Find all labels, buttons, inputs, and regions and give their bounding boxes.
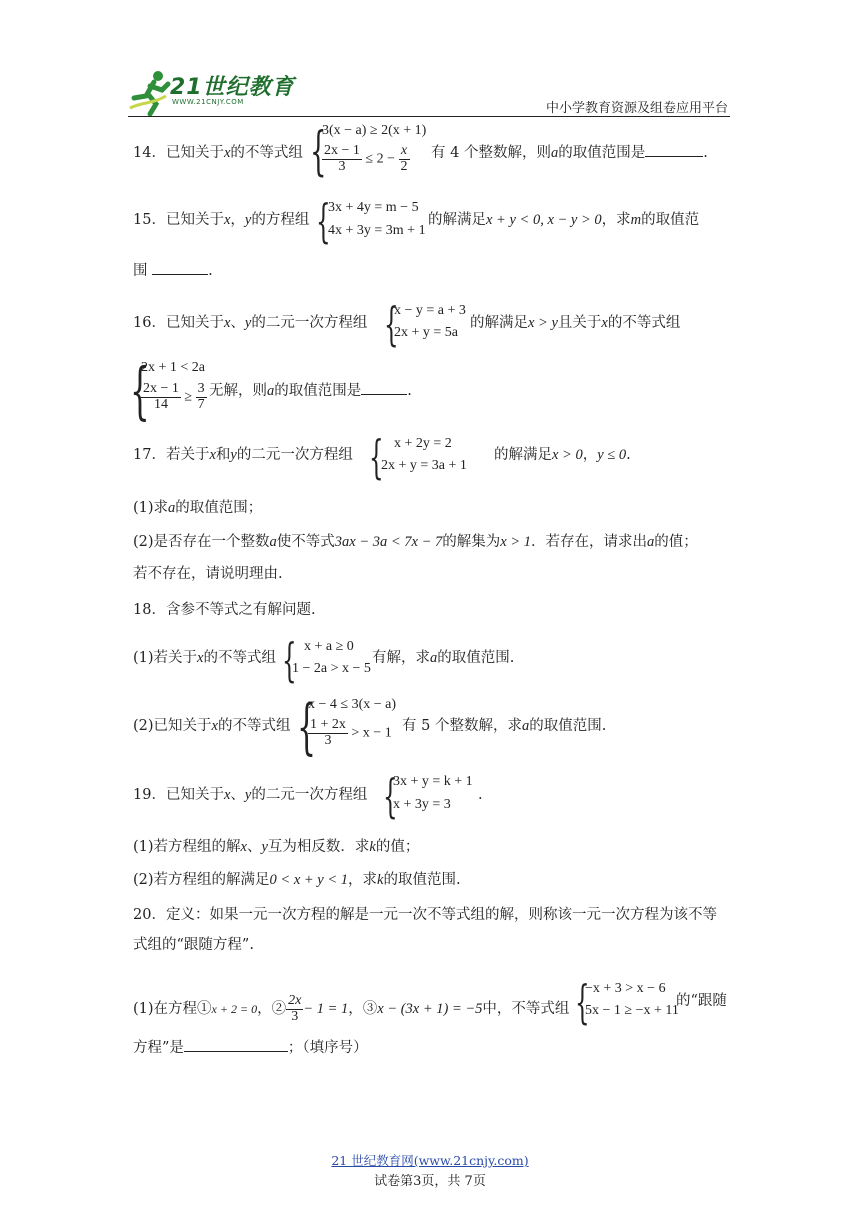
answer-blank-20[interactable] [184,1050,288,1052]
q17-part2-line2: 若不存在，请说明理由. [133,566,283,582]
q16-brace: { [384,297,399,351]
runner-icon [128,68,174,118]
question-20-line2: 式组的“跟随方程”. [133,937,254,953]
q20-brace: { [575,975,590,1029]
q14-lead: 14．已知关于 [133,145,224,161]
q14-tail: 有 4 个整数解，则a的取值范围是 . [431,145,708,161]
logo-text: 21世纪教育 [170,75,295,100]
q18-p1-brace: { [282,633,297,687]
q18-p1-line1: x + a ≥ 0 [304,639,354,654]
q20-line1: −x + 3 > x − 6 [585,981,666,996]
answer-blank-14[interactable] [645,155,703,157]
q16-brace-2: { [130,354,150,427]
q18-p1-line2: 1 − 2a > x − 5 [292,661,371,676]
answer-blank-16[interactable] [361,393,407,395]
q15-tail: 的解满足x + y < 0, x − y > 0，求m的取值范 [428,212,700,228]
q17-line1: x + 2y = 2 [394,436,452,451]
q20-tail: 的“跟随 [676,993,727,1009]
q16-tail-2: 无解，则a的取值范围是 . [209,383,412,399]
q14-var: x [223,145,231,161]
q17-line2: 2x + y = 3a + 1 [381,458,467,473]
q15-brace: { [316,194,331,248]
q16-line1: x − y = a + 3 [394,303,466,318]
answer-blank-15[interactable] [152,273,208,275]
footer-link[interactable]: 21 世纪教育网(www.21cnjy.com) [331,1153,529,1168]
q16-line2: 2x + y = 5a [394,325,459,340]
q18-part1: (1)若关于x的不等式组 [133,650,276,666]
q17-tail: 的解满足x > 0，y ≤ 0. [494,447,631,463]
question-16: 16．已知关于x、y的二元一次方程组 [133,315,368,331]
header-divider [128,116,730,117]
q17-part2: (2)是否存在一个整数a使不等式3ax − 3a < 7x − 7的解集为x > 1．若存在，请求出a的值； [133,534,698,550]
platform-title: 中小学教育资源及组卷应用平台 [545,101,728,116]
q14-brace: { [310,122,327,182]
question-18-title: 18．含参不等式之有解问题. [133,602,316,618]
q19-part2: (2)若方程组的解满足0 < x + y < 1，求k的取值范围. [133,872,461,888]
question-15: 15．已知关于x，y的方程组 [133,212,310,228]
q17-part1: (1)求a的取值范围； [133,500,263,516]
q17-brace: { [369,430,384,484]
q19-end: . [478,787,483,803]
q18-p2-brace: { [297,692,317,762]
q18-p2-line1: x − 4 ≤ 3(x − a) [308,697,397,712]
q20-line2: 5x − 1 ≥ −x + 11 [585,1003,679,1018]
q16-sys-line2: $\frac{2x - 1}{14}$ ≥ $\frac{3}{7}$ [143,381,205,412]
logo-url: WWW.21CNJY.COM [172,98,244,106]
q19-brace: { [383,769,398,823]
q18-p2-line2: $\frac{1 + 2x}{3}$ > x − 1 [310,717,392,748]
q19-line1: 3x + y = k + 1 [393,774,473,789]
q18-part2: (2)已知关于x的不等式组 [133,718,291,734]
q14-line2: $\frac{2x - 1}{3}$ ≤ 2 − $\frac{x}{2}$ [324,143,408,174]
q14-mid: 的不等式组 [230,145,303,161]
question-17: 17．若关于x和y的二元一次方程组 [133,447,353,463]
question-14 [133,146,303,161]
q18-p2-tail: 有 5 个整数解，求a的取值范围. [402,718,607,734]
q20-line3: 方程”是 ；（填序号） [133,1040,368,1056]
q15-line1: 3x + 4y = m − 5 [328,200,419,215]
page-number: 试卷第3页，共 7页 [374,1174,486,1189]
question-20-line1: 20．定义：如果一元一次方程的解是一元一次不等式组的解，则称该一元一次方程为该不等 [133,907,717,923]
q18-p1-tail: 有解，求a的取值范围. [372,650,515,666]
q16-tail: 的解满足x > y且关于x的不等式组 [470,315,681,331]
q19-part1: (1)若方程组的解x、y互为相反数．求k的值； [133,839,420,855]
q15-line2: 4x + 3y = 3m + 1 [328,223,426,238]
q14-line1: 3(x − a) ≥ 2(x + 1) [322,123,427,138]
q16-sys-line1: 2x + 1 < 2a [141,360,206,375]
q19-line2: x + 3y = 3 [393,797,451,812]
question-19: 19．已知关于x、y的二元一次方程组 [133,787,368,803]
q15-line-2: 围 . [133,263,213,279]
q20-part1: (1)在方程①x + 2 = 0，② $\frac{2x}{3}$ − 1 = 1，③x − (3x + 1) = −5中，不等式组 [133,993,570,1024]
